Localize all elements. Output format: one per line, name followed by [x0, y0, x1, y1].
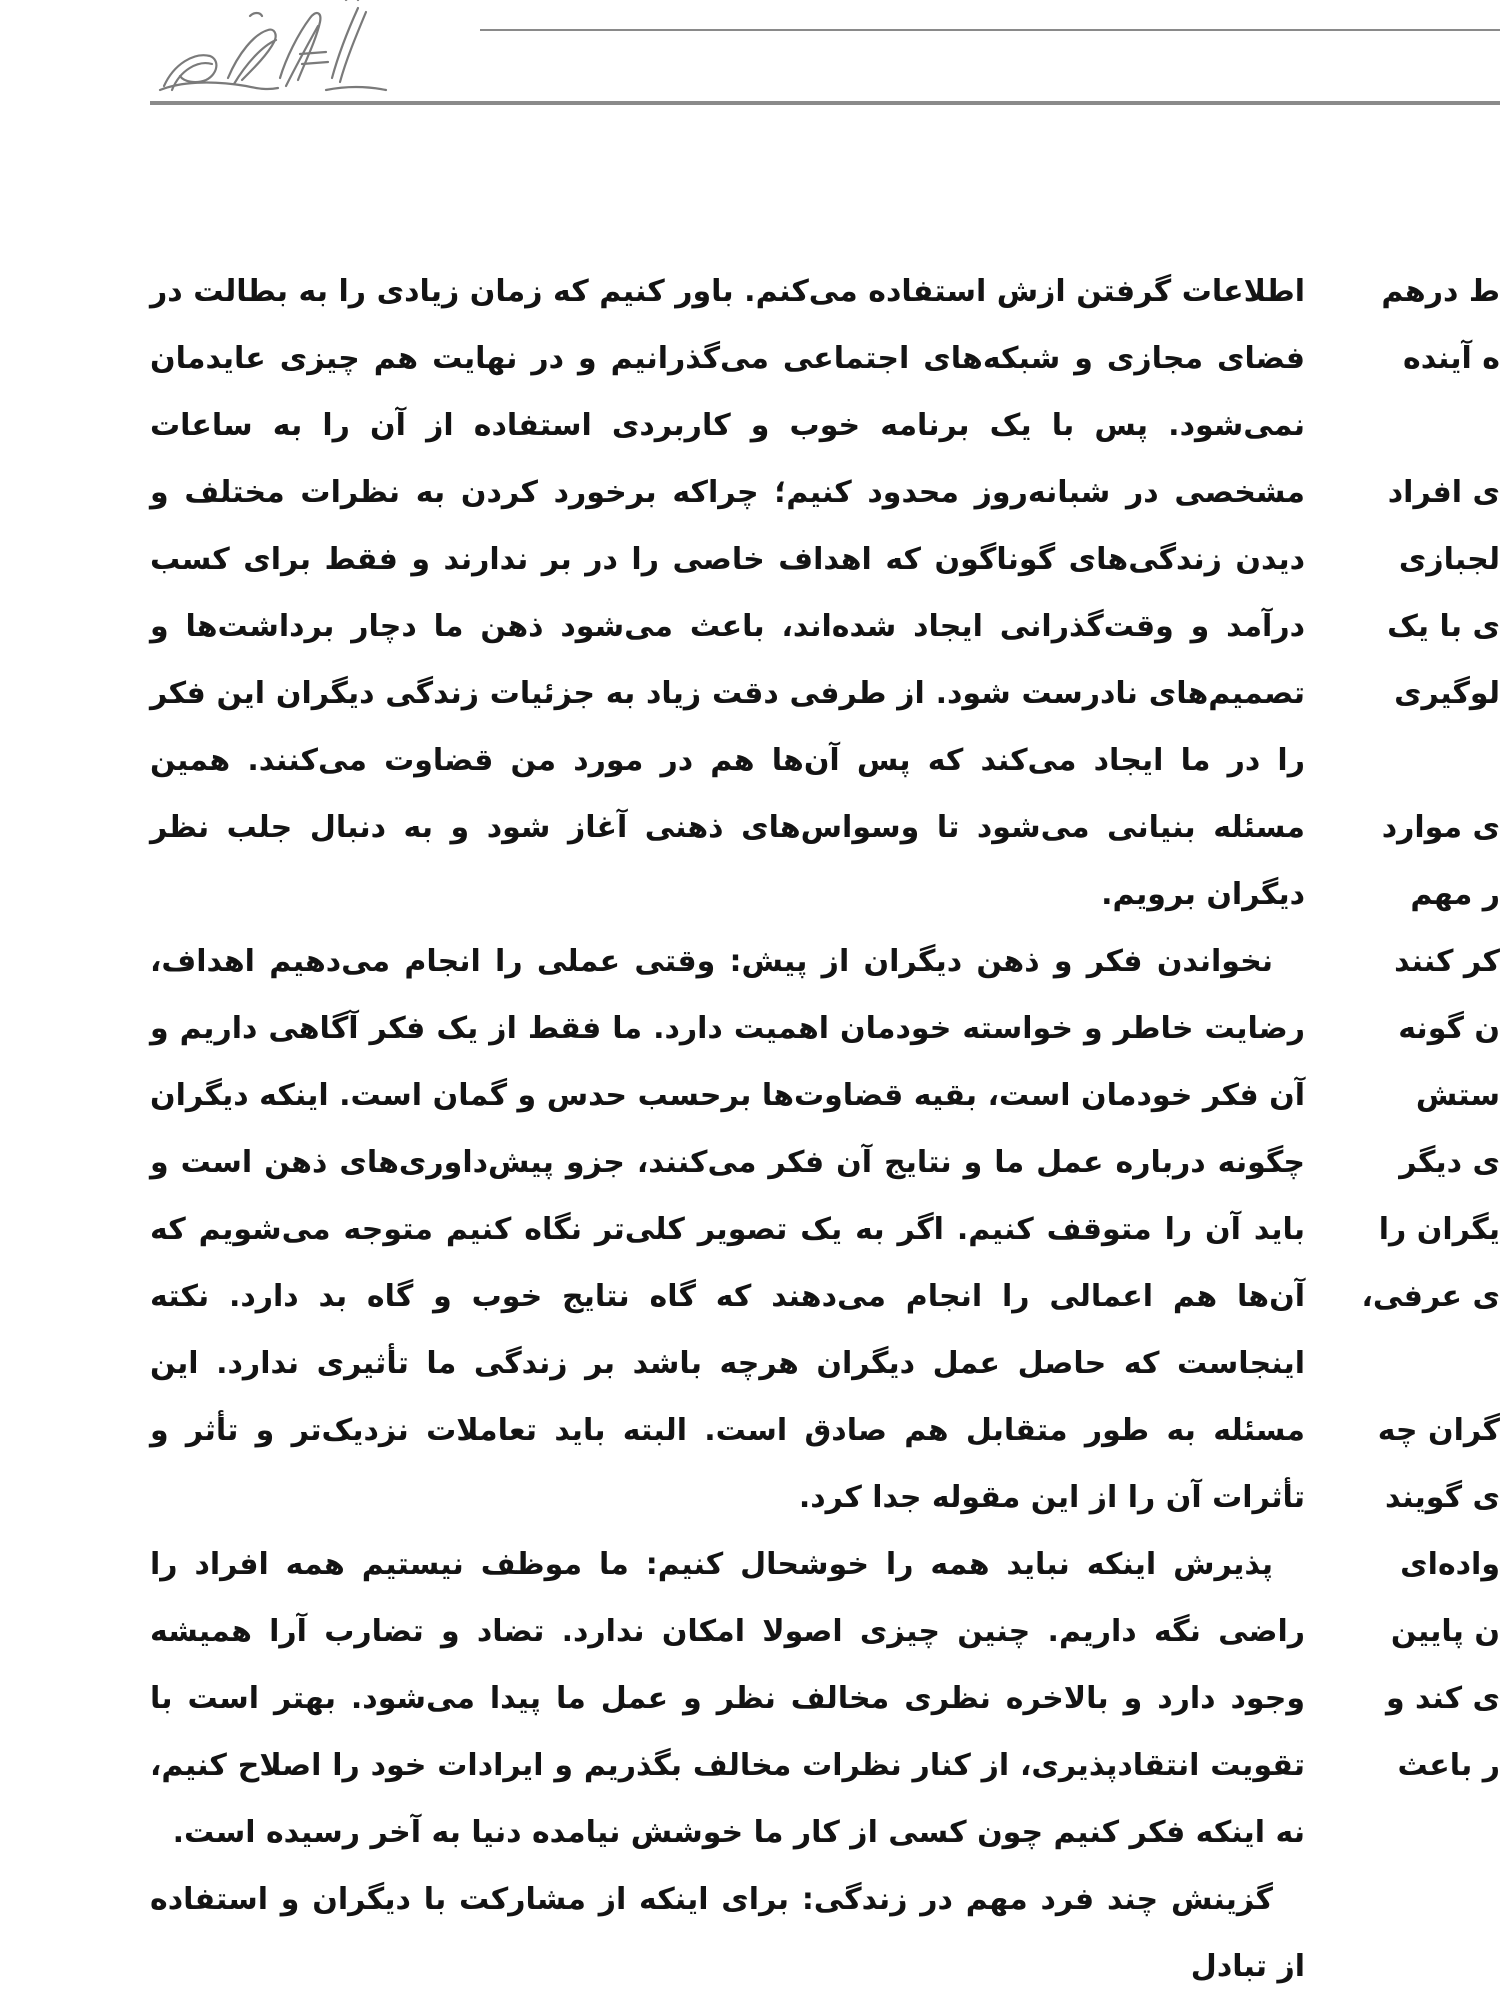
paragraph-4-text: برای اینکه از مشارکت با دیگران و استفاده از تبادل — [150, 1882, 1305, 1984]
paragraph-2 — [150, 928, 1305, 1531]
side-line: ن پایین — [1390, 1614, 1500, 1649]
side-line: ن گونه — [1398, 1011, 1500, 1046]
side-line: ط درهم — [1381, 274, 1500, 309]
side-line: ی موارد — [1381, 810, 1500, 845]
paragraph-1-text: اطلاعات گرفتن ازش استفاده می‌کنم. باور کنیم که زمان زیادی را به بطالت در فضای مجازی و شبکه‌های اجتماعی می‌گذرانیم و در نهایت هم چیزی عایدمان نمی‌شود. پس با یک برنامه خوب و کاربردی استفاده از آن را به ساعات مشخصی در شبانه‌روز محدود کنیم؛ چراکه برخورد کردن به نظرات مختلف و دیدن زندگی‌های گوناگون که اهداف خاصی را در بر ندارند و فقط برای کسب درآمد و وقت‌گذرانی ایجاد شده‌اند، باعث می‌شود ذهن ما دچار برداشت‌ها و تصمیم‌های نادرست شود. از طرفی دقت زیاد به جزئیات زندگی دیگران این فکر را در ما ایجاد می‌کند که پس آن‌ها هم در مورد من قضاوت می‌کنند. همین مسئله بنیانی می‌شود تا وسواس‌های ذهنی آغاز شود و به دنبال جلب نظر دیگران برویم. — [150, 274, 1305, 912]
magazine-logo — [150, 0, 390, 106]
side-line: ی با یک — [1387, 609, 1500, 644]
header-rule-thick — [150, 101, 1500, 105]
side-line: ی افراد — [1387, 475, 1500, 510]
side-line: ه آینده — [1403, 341, 1500, 376]
side-line: ر مهم — [1410, 877, 1500, 912]
side-line — [1395, 1330, 1500, 1397]
side-line: ستش — [1415, 1078, 1500, 1113]
paragraph-4 — [150, 1866, 1305, 2000]
side-line: ی عرفی، — [1361, 1279, 1500, 1314]
paragraph-2-text: وقتی عملی را انجام می‌دهیم اهداف، رضایت خاطر و خواسته خودمان اهمیت دارد. ما فقط از یک فکر آگاهی داریم و آن فکر خودمان است، بقیه قضاوت‌ها برحسب حدس و گمان است. اینکه دیگران چگونه درباره عمل ما و نتایج آن فکر می‌کنند، جزو پیش‌داوری‌های ذهن است و باید آن را متوقف کنیم. اگر به یک تصویر کلی‌تر نگاه کنیم متوجه می‌شویم که آن‌ها هم اعمالی را انجام می‌دهند که گاه نتایج خوب و گاه بد دارد. نکته اینجاست که حاصل عمل دیگران هرچه باشد بر زندگی ما تأثیری ندارد. این مسئله به طور متقابل هم صادق است. البته باید تعاملات نزدیک‌تر و تأثر و تأثرات آن را از این مقوله جدا کرد. — [150, 944, 1305, 1515]
side-line: ر باعث — [1397, 1748, 1500, 1783]
side-line — [1395, 392, 1500, 459]
paragraph-3-text: ما موظف نیستیم همه افراد را راضی نگه داریم. چنین چیزی اصولا امکان ندارد. تضاد و تضارب آرا همیشه وجود دارد و بالاخره نظری مخالف نظر و عمل ما پیدا می‌شود. بهتر است با تقویت انتقادپذیری، از کنار نظرات مخالف بگذریم و ایرادات خود را اصلاح کنیم، نه اینکه فکر کنیم چون کسی از کار ما خوشش نیامده دنیا به آخر رسیده است. — [150, 1547, 1305, 1850]
side-line: گران چه — [1377, 1413, 1500, 1448]
side-line: واده‌ای — [1400, 1547, 1500, 1582]
main-text-column — [150, 258, 1305, 2000]
side-line: لوگیری — [1394, 676, 1500, 711]
side-line — [1395, 727, 1500, 794]
paragraph-4-lead: گزینش چند فرد مهم در زندگی: — [801, 1882, 1273, 1917]
side-line: ی کند و — [1385, 1681, 1500, 1716]
side-text-column-clipped — [1361, 258, 1500, 1821]
paragraph-3 — [150, 1531, 1305, 1866]
paragraph-3-lead: پذیرش اینکه نباید همه را خوشحال کنیم: — [645, 1547, 1273, 1582]
paragraph-1 — [150, 258, 1305, 928]
side-line: لجبازی — [1398, 542, 1500, 577]
header-rule-thin — [480, 29, 1500, 31]
side-line: کر کنند — [1394, 944, 1500, 979]
side-line: یگران را — [1378, 1212, 1500, 1247]
side-line: ی گویند — [1384, 1480, 1500, 1515]
side-line: ی دیگر — [1399, 1145, 1500, 1180]
paragraph-2-lead: نخواندن فکر و ذهن دیگران از پیش: — [729, 944, 1273, 979]
